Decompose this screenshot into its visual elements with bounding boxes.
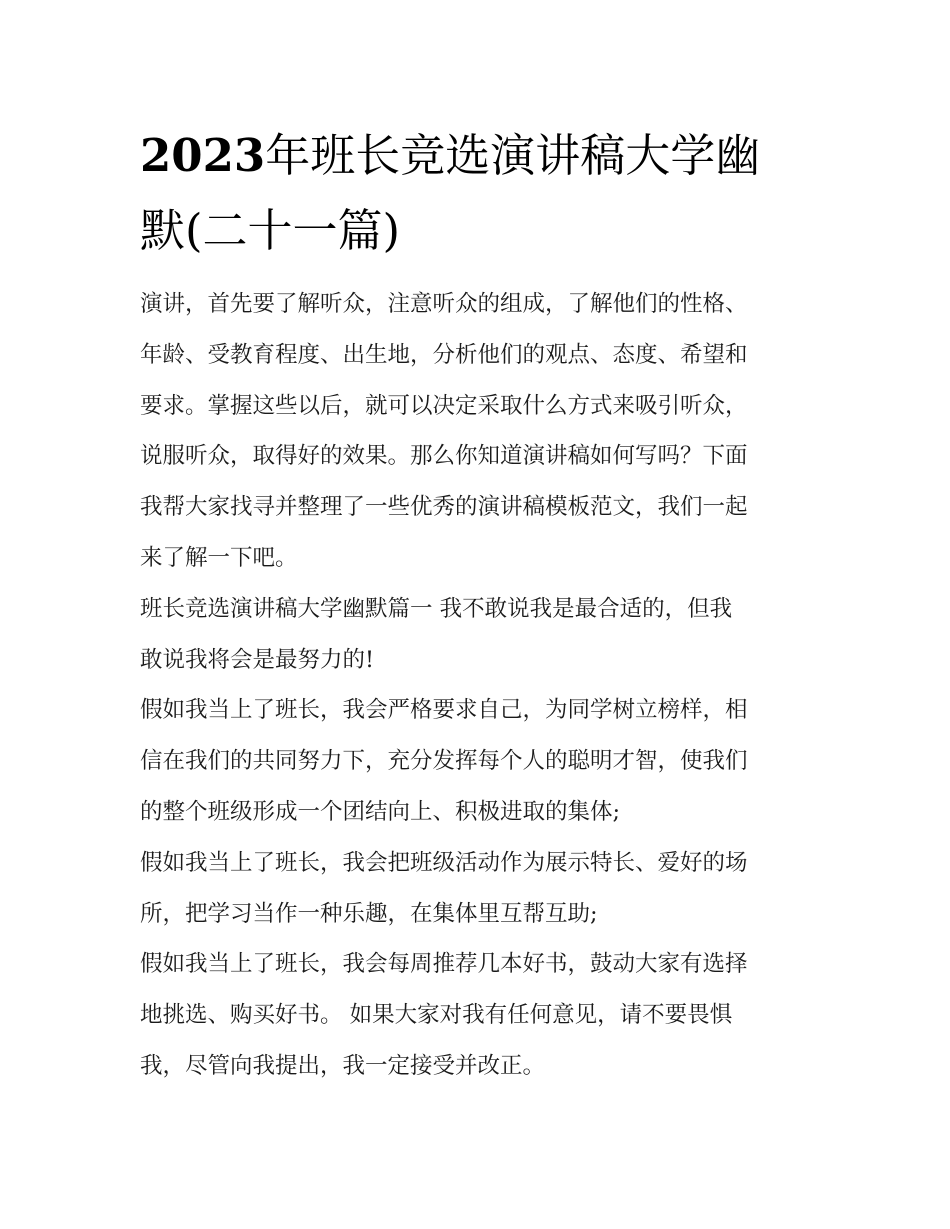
text-line: 信在我们的共同努力下，充分发挥每个人的聪明才智，使我们 — [140, 748, 748, 775]
text-line: 演讲，首先要了解听众，注意听众的组成，了解他们的性格、 — [140, 291, 748, 317]
text-line: 假如我当上了班长，我会每周推荐几本好书，鼓动大家有选择 — [140, 951, 748, 978]
page-title — [140, 118, 820, 268]
text-line: 要求。掌握这些以后，就可以决定采取什么方式来吸引听众， — [140, 392, 748, 419]
body-text — [140, 279, 830, 1092]
text-line: 的整个班级形成一个团结向上、积极进取的集体; — [140, 798, 621, 825]
text-line: 年龄、受教育程度、出生地，分析他们的观点、态度、希望和 — [140, 341, 748, 368]
text-line: 我，尽管向我提出，我一定接受并改正。 — [140, 1052, 546, 1079]
text-line: 班长竞选演讲稿大学幽默篇一 我不敢说我是最合适的，但我 — [140, 595, 733, 622]
title-year: 2023 — [140, 129, 266, 182]
text-line: 地挑选、购买好书。 如果大家对我有任何意见，请不要畏惧 — [140, 1002, 733, 1029]
title-line-1 — [140, 118, 820, 193]
text-line: 假如我当上了班长，我会把班级活动作为展示特长、爱好的场 — [140, 849, 748, 876]
text-line: 假如我当上了班长，我会严格要求自己，为同学树立榜样，相 — [140, 697, 748, 724]
text-line: 来了解一下吧。 — [140, 544, 298, 571]
text-line: 敢说我将会是最努力的! — [140, 646, 375, 673]
text-line: 所，把学习当作一种乐趣，在集体里互帮互助; — [140, 900, 598, 927]
text-line: 我帮大家找寻并整理了一些优秀的演讲稿模板范文，我们一起 — [140, 494, 748, 521]
title-line-1-text: 年班长竞选演讲稿大学幽 — [265, 129, 761, 182]
title-line-2: 默(二十一篇) — [140, 204, 401, 257]
text-line: 说服听众，取得好的效果。那么你知道演讲稿如何写吗？下面 — [140, 443, 748, 470]
